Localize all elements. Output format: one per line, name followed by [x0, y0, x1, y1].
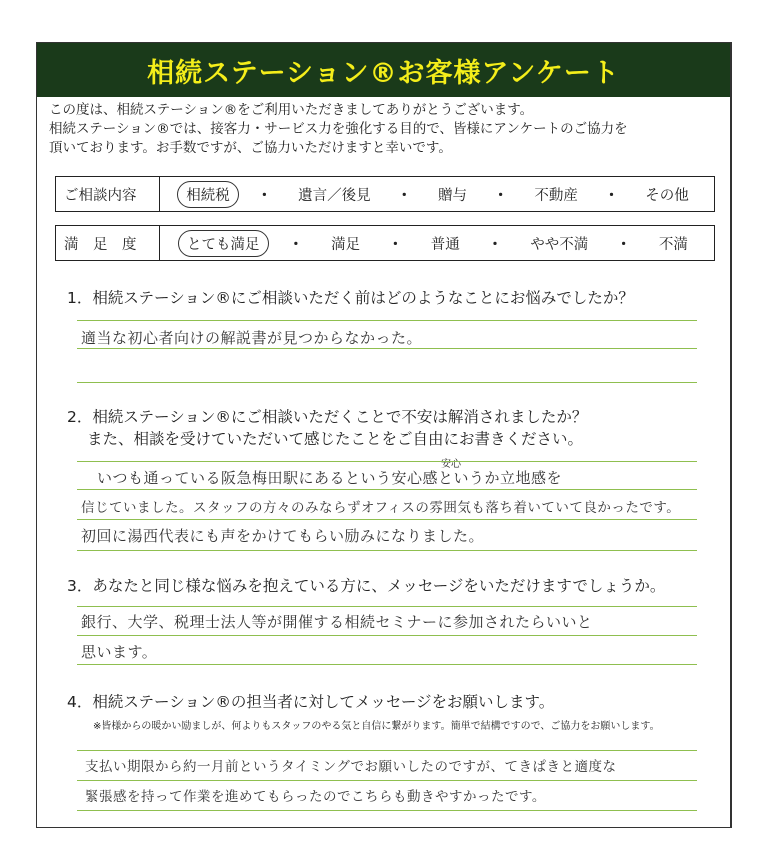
answer-rule	[77, 550, 697, 551]
page-title: 相続ステーション®お客様アンケート	[147, 57, 620, 89]
question-4: 4．相続ステーション®の担当者に対してメッセージをお願いします。	[67, 693, 555, 711]
answer-rule	[77, 750, 697, 751]
intro-text	[49, 101, 729, 158]
answer-rule	[77, 606, 697, 607]
answer-rule	[77, 320, 697, 321]
satisfaction-option-somewhat-dissatisfied[interactable]: やや不満	[530, 236, 589, 253]
satisfaction-label: 満 足 度	[56, 226, 160, 260]
answer-rule	[77, 461, 697, 462]
consult-option-gift[interactable]: 贈与	[437, 187, 467, 204]
answer-2-annotation: 安心	[441, 459, 461, 470]
answer-rule	[77, 348, 697, 349]
consult-type-label: ご相談内容	[56, 177, 160, 211]
satisfaction-option-satisfied[interactable]: 満足	[331, 236, 361, 253]
intro-line: 頂いております。お手数ですが、ご協力いただけますと幸いです。	[49, 140, 452, 156]
intro-line: この度は、相続ステーション®をご利用いただきましてありがとうございます。	[49, 102, 534, 118]
satisfaction-option-normal[interactable]: 普通	[430, 236, 460, 253]
answer-2-line[interactable]: 初回に湯西代表にも声をかけてもらい励みになりました。	[81, 527, 485, 545]
answer-4-line[interactable]: 支払い期限から約一月前というタイミングでお願いしたのですが、てきぱきと適度な	[85, 759, 617, 775]
answer-rule	[77, 382, 697, 383]
question-3: 3．あなたと同じ様な悩みを抱えている方に、メッセージをいただけますでしょうか。	[67, 577, 666, 595]
consult-option-other[interactable]: その他	[645, 187, 689, 204]
answer-rule	[77, 635, 697, 636]
answer-rule	[77, 780, 697, 781]
question-2-line-1: 2．相続ステーション®にご相談いただくことで不安は解消されましたか？	[67, 408, 588, 426]
answer-rule	[77, 489, 697, 490]
title-banner	[37, 43, 730, 97]
satisfaction-option-dissatisfied[interactable]: 不満	[658, 236, 688, 253]
answer-2-line[interactable]: 信じていました。スタッフの方々のみならずオフィスの雰囲気も落ち着いていて良かったです。	[81, 500, 681, 516]
question-1: 1．相続ステーション®にご相談いただく前はどのようなことにお悩みでしたか？	[67, 289, 634, 307]
question-2-line-2: また、相談を受けていただいて感じたことをご自由にお書きください。	[87, 430, 584, 448]
answer-3-line[interactable]: 銀行、大学、税理士法人等が開催する相続セミナーに参加されたらいいと	[81, 613, 593, 631]
satisfaction-box: 満 足 度 とても満足 ・ 満足 ・ 普通 ・ やや不満 ・ 不満	[55, 225, 715, 261]
answer-rule	[77, 519, 697, 520]
answer-1-line[interactable]: 適当な初心者向けの解説書が見つからなかった。	[81, 329, 423, 347]
answer-3-line[interactable]: 思います。	[81, 643, 158, 661]
answer-4-line[interactable]: 緊張感を持って作業を進めてもらったのでこちらも動きやすかったです。	[85, 789, 546, 805]
satisfaction-option-very-satisfied[interactable]: とても満足	[178, 230, 269, 257]
consult-option-real-estate[interactable]: 不動産	[534, 187, 578, 204]
answer-rule	[77, 664, 697, 665]
answer-rule	[77, 810, 697, 811]
survey-sheet	[36, 42, 732, 828]
consult-option-will[interactable]: 遺言／後見	[298, 187, 371, 204]
question-4-note: ※皆様からの暖かい励ましが、何よりもスタッフのやる気と自信に繋がります。簡単で結構ですので、ご協力をお願いします。	[93, 721, 660, 732]
answer-2-line[interactable]: いつも通っている阪急梅田駅にあるという安心感というか立地感を	[97, 469, 563, 487]
consult-option-inheritance-tax[interactable]: 相続税	[177, 181, 239, 208]
intro-line: 相続ステーション®では、接客力・サービス力を強化する目的で、皆様にアンケートのご協力を	[49, 121, 628, 137]
consult-type-box: ご相談内容 相続税 ・ 遺言／後見 ・ 贈与 ・ 不動産 ・ その他	[55, 176, 715, 212]
